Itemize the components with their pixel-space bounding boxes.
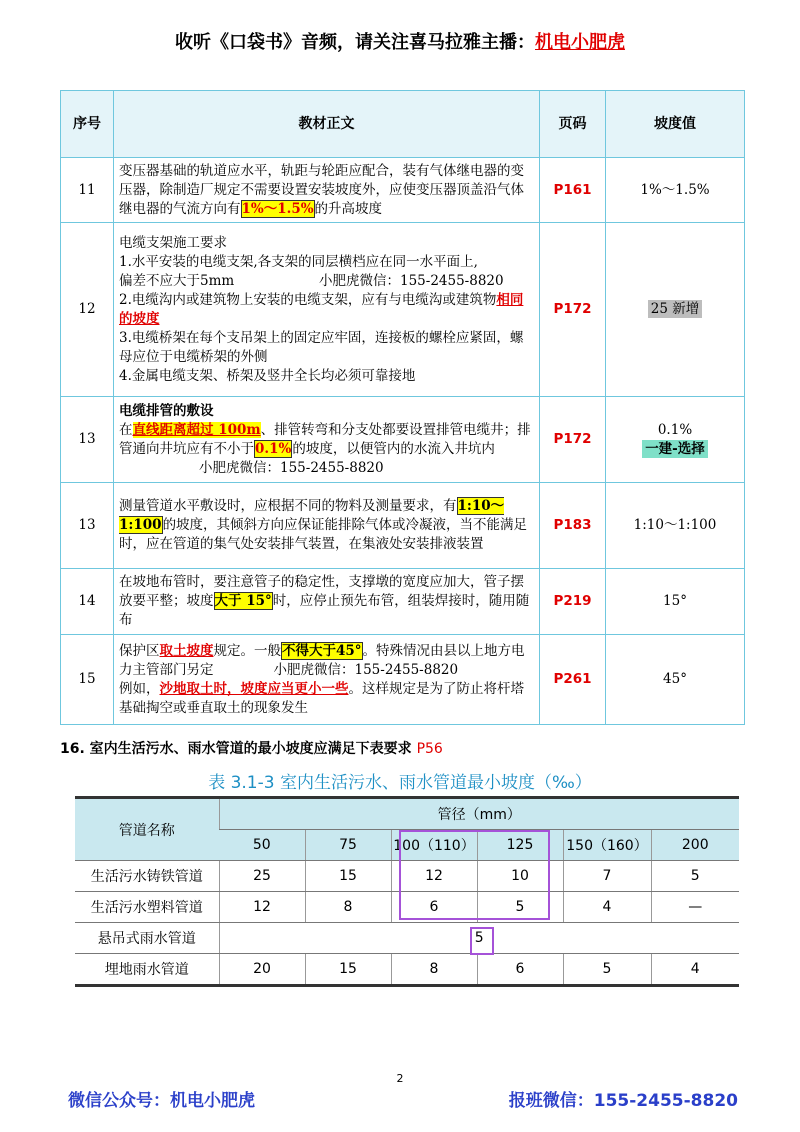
row-no: 13 <box>61 483 114 569</box>
row-value: 45° <box>606 635 745 725</box>
highlight-box <box>399 830 550 920</box>
row-value: 15° <box>606 569 745 635</box>
highlight-sand: 沙地取土时，坡度应当更小一些 <box>159 680 349 697</box>
row-page: P161 <box>540 158 606 223</box>
highlight-slope: 1:10～1:100 <box>119 498 505 533</box>
table-caption: 表 3.1-3 室内生活污水、雨水管道最小坡度（‰） <box>208 773 592 793</box>
pipe-name: 生活污水铸铁管道 <box>75 861 219 892</box>
table-row <box>61 397 745 483</box>
row-page: P219 <box>540 569 606 635</box>
row-text: 测量管道水平敷设时，应根据不同的物料及测量要求，有1:10～1:100的坡度，其倾斜方向应保证能排除气体或冷凝液，当不能满足时，应在管道的集气处安装排气装置，在集液处安装排液装置 <box>114 483 540 569</box>
section-heading: 16. 室内生活污水、雨水管道的最小坡度应满足下表要求 P56 <box>60 741 443 757</box>
pipe-name-header: 管道名称 <box>75 798 219 861</box>
row-value: 1:10～1:100 <box>606 483 745 569</box>
header-author-link[interactable]: 机电小肥虎 <box>535 32 625 53</box>
row-value <box>606 223 745 397</box>
row-page: P183 <box>540 483 606 569</box>
highlight-same-slope: 相同的坡度 <box>119 291 524 327</box>
row-no: 12 <box>61 223 114 397</box>
pipe-name: 悬吊式雨水管道 <box>75 923 219 954</box>
diameter-cell: 200 <box>651 830 739 861</box>
row-text: 电缆排管的敷设 在直线距离超过 100m、排管转弯和分支处都要设置排管电缆井；排管通向井坑应有不小于0.1%的坡度，以便管内的水流入井坑内小肥虎微信：155-2455-8820 <box>114 397 540 483</box>
diameter-cell: 125 <box>477 830 563 861</box>
table-row: 生活污水塑料管道 12 8 6 5 4 — <box>75 892 739 923</box>
row-text: 保护区取土坡度规定。一般不得大于45°。特殊情况由县以上地方电力主管部门另定 小肥虎微信：155-2455-8820 例如，沙地取土时，坡度应当更小一些。这样规定是为了防止将杆塔基础掏空或垂直取土的现象发生 <box>114 635 540 725</box>
diameter-cell: 50 <box>219 830 305 861</box>
table-row: 生活污水铸铁管道 25 15 12 10 7 5 <box>75 861 739 892</box>
col-header-no: 序号 <box>61 91 114 158</box>
highlight-slope: 1%～1.5% <box>241 200 314 217</box>
row-no: 11 <box>61 158 114 223</box>
row-no: 15 <box>61 635 114 725</box>
row-text: 变压器基础的轨道应水平，轨距与轮距应配合，装有气体继电器的变压器，除制造厂规定不需要设置安装坡度外，应使变压器顶盖沿气体继电器的气流方向有1%～1.5%的升高坡度 <box>114 158 540 223</box>
section-page-ref: P56 <box>416 741 443 757</box>
row-text: 电缆支架施工要求 1.水平安装的电缆支架,各支架的同层横档应在同一水平面上, 偏差不应大于5mm 小肥虎微信：155-2455-8820 2.电缆沟内或建筑物上安装的电缆支架，应有与电缆沟或建筑物相同的坡度 3.电缆桥架在每个支吊架上的固定应牢固，连接板的螺栓应紧固，螺母应位于电缆桥架的外侧 4.金属电缆支架、桥架及竖井全长均必须可靠接地 <box>114 223 540 397</box>
highlight-box <box>470 927 494 955</box>
header-text: 收听《口袋书》音频，请关注喜马拉雅主播： <box>175 32 535 53</box>
col-header-page: 页码 <box>540 91 606 158</box>
pipe-name: 埋地雨水管道 <box>75 954 219 986</box>
table-row <box>61 483 745 569</box>
highlight-distance: 直线距离超过 100m <box>132 421 261 438</box>
diameter-cell: 75 <box>305 830 391 861</box>
table-row <box>75 923 739 954</box>
table-row: 埋地雨水管道 20 15 8 6 5 4 <box>75 954 739 986</box>
wechat-contact: 小肥虎微信：155-2455-8820 <box>273 661 459 678</box>
diameter-cell: 100（110） <box>391 830 477 861</box>
col-header-slope: 坡度值 <box>606 91 745 158</box>
slope-header-row <box>75 798 739 830</box>
row-no: 14 <box>61 569 114 635</box>
slope-content-table <box>60 90 745 725</box>
table-header-row <box>61 91 745 158</box>
new-badge: 25 新增 <box>648 300 702 318</box>
row-value: 1%～1.5% <box>606 158 745 223</box>
diameter-cell: 150（160） <box>563 830 651 861</box>
table-row <box>61 158 745 223</box>
table-row <box>61 223 745 397</box>
exam-tag: 一建-选择 <box>642 440 708 458</box>
diameter-header: 管径（mm） <box>219 798 739 830</box>
page-header <box>0 28 800 54</box>
single-value: 5 <box>219 923 739 954</box>
col-header-text: 教材正文 <box>114 91 540 158</box>
row-text: 在坡地布管时，要注意管子的稳定性，支撑墩的宽度应加大，管子摆放要平整；坡度大于 15°时，应停止预先布管，组装焊接时，随用随布 <box>114 569 540 635</box>
table-row <box>61 569 745 635</box>
wechat-contact: 小肥虎微信：155-2455-8820 <box>199 459 384 476</box>
row-page: P261 <box>540 635 606 725</box>
highlight-soil-slope: 取土坡度 <box>159 642 214 659</box>
row-page: P172 <box>540 223 606 397</box>
wechat-contact: 小肥虎微信：155-2455-8820 <box>319 272 504 289</box>
footer-wechat-account: 微信公众号：机电小肥虎 <box>68 1091 255 1111</box>
footer-wechat-contact: 报班微信：155-2455-8820 <box>508 1091 738 1111</box>
row-value: 0.1% 一建-选择 <box>606 397 745 483</box>
highlight-slope: 不得大于45° <box>282 642 362 659</box>
highlight-slope: 0.1% <box>255 440 292 457</box>
pipe-name: 生活污水塑料管道 <box>75 892 219 923</box>
table-row <box>61 635 745 725</box>
highlight-slope: 大于 15° <box>214 593 272 609</box>
row-no: 13 <box>61 397 114 483</box>
page-number: 2 <box>396 1072 404 1085</box>
row-page: P172 <box>540 397 606 483</box>
